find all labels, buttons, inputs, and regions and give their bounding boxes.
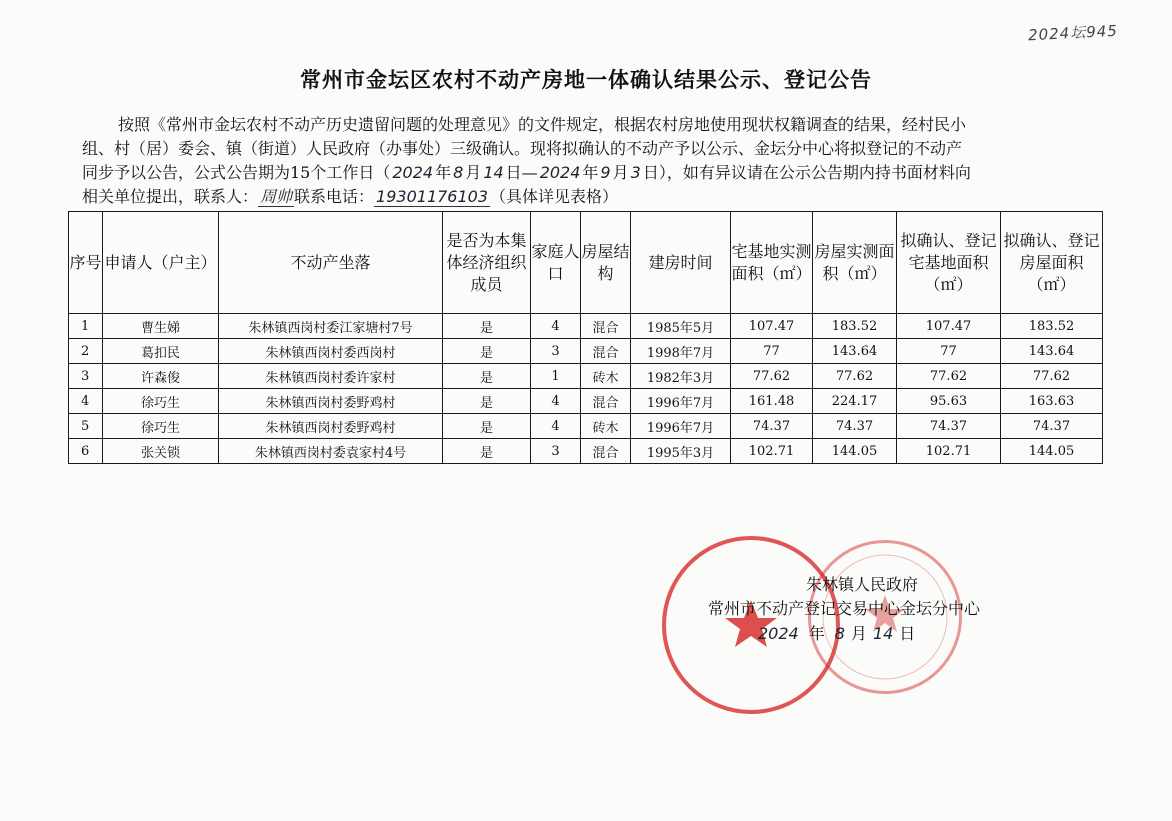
- intro-line-3: [82, 161, 1112, 185]
- cell-structure: 砖木: [581, 364, 631, 389]
- phone-label: 联系电话：: [294, 187, 375, 206]
- cell-household: 3: [531, 439, 581, 464]
- cell-location: 朱林镇西岗村委野鸡村: [219, 414, 443, 439]
- cell-confirm-land-area: 95.63: [897, 389, 1001, 414]
- contact-phone: 19301176103: [376, 187, 489, 206]
- cell-house-area: 77.62: [813, 364, 897, 389]
- cell-index: 1: [69, 314, 103, 339]
- table-row: [69, 414, 1103, 439]
- cell-applicant: 张关锁: [103, 439, 219, 464]
- intro-line-3-text: 同步予以公告，公式公告期为15个工作日（: [82, 163, 391, 182]
- start-month-suffix: 月: [465, 163, 482, 182]
- cell-build-date: 1996年7月: [631, 389, 731, 414]
- header-house-area: 房屋实测面积（㎡）: [813, 212, 897, 314]
- cell-structure: 混合: [581, 439, 631, 464]
- signature-org-center: 常州市不动产登记交易中心金坛分中心: [708, 599, 981, 618]
- cell-house-area: 143.64: [813, 339, 897, 364]
- cell-confirm-house-area: 163.63: [1001, 389, 1103, 414]
- document-title: 常州市金坛区农村不动产房地一体确认结果公示、登记公告: [300, 67, 872, 92]
- intro-line-2: 组、村（居）委会、镇（街道）人民政府（办事处）三级确认。现将拟确认的不动产予以公示、金坛分中心将拟登记的不动产: [82, 139, 963, 158]
- cell-house-area: 224.17: [813, 389, 897, 414]
- start-year: 2024: [392, 163, 434, 182]
- end-month-suffix: 月: [612, 163, 629, 182]
- cell-applicant: 曹生娣: [103, 314, 219, 339]
- cell-applicant: 徐巧生: [103, 389, 219, 414]
- header-confirm-land-area: 拟确认、登记宅基地面积（㎡）: [897, 212, 1001, 314]
- sign-day-suffix: 日: [899, 624, 916, 643]
- cell-household: 3: [531, 339, 581, 364]
- start-day-suffix: 日—: [505, 163, 538, 182]
- sign-month: 8: [834, 624, 845, 643]
- cell-applicant: 徐巧生: [103, 414, 219, 439]
- table-row: [69, 389, 1103, 414]
- cell-location: 朱林镇西岗村委袁家村4号: [219, 439, 443, 464]
- sign-day: 14: [872, 624, 894, 643]
- cell-build-date: 1982年3月: [631, 364, 731, 389]
- cell-structure: 混合: [581, 339, 631, 364]
- header-land-area: 宅基地实测面积（㎡）: [731, 212, 813, 314]
- cell-confirm-house-area: 183.52: [1001, 314, 1103, 339]
- cell-household: 4: [531, 314, 581, 339]
- cell-land-area: 77: [731, 339, 813, 364]
- cell-land-area: 161.48: [731, 389, 813, 414]
- end-year-suffix: 年: [582, 163, 599, 182]
- cell-confirm-house-area: 144.05: [1001, 439, 1103, 464]
- cell-house-area: 74.37: [813, 414, 897, 439]
- cell-house-area: 183.52: [813, 314, 897, 339]
- cell-household: 4: [531, 389, 581, 414]
- table-row: [69, 364, 1103, 389]
- cell-land-area: 77.62: [731, 364, 813, 389]
- cell-index: 3: [69, 364, 103, 389]
- header-member: 是否为本集体经济组织成员: [443, 212, 531, 314]
- intro-line-3-tail: 日），如有异议请在公示公告期内持书面材料向: [642, 163, 971, 182]
- cell-confirm-house-area: 143.64: [1001, 339, 1103, 364]
- end-day: 3: [630, 163, 641, 182]
- cell-house-area: 144.05: [813, 439, 897, 464]
- contact-name: 周帅: [260, 187, 293, 206]
- cell-household: 1: [531, 364, 581, 389]
- cell-location: 朱林镇西岗村委野鸡村: [219, 389, 443, 414]
- cell-build-date: 1995年3月: [631, 439, 731, 464]
- start-month: 8: [453, 163, 464, 182]
- cell-member: 是: [443, 439, 531, 464]
- cell-build-date: 1996年7月: [631, 414, 731, 439]
- header-confirm-house-area: 拟确认、登记房屋面积（㎡）: [1001, 212, 1103, 314]
- header-index: 序号: [69, 212, 103, 314]
- cell-structure: 混合: [581, 314, 631, 339]
- cell-member: 是: [443, 414, 531, 439]
- cell-confirm-house-area: 74.37: [1001, 414, 1103, 439]
- cell-location: 朱林镇西岗村委西岗村: [219, 339, 443, 364]
- cell-confirm-land-area: 77.62: [897, 364, 1001, 389]
- cell-location: 朱林镇西岗村委江家塘村7号: [219, 314, 443, 339]
- cell-build-date: 1985年5月: [631, 314, 731, 339]
- cell-structure: 砖木: [581, 414, 631, 439]
- cell-member: 是: [443, 314, 531, 339]
- cell-structure: 混合: [581, 389, 631, 414]
- cell-member: 是: [443, 389, 531, 414]
- intro-line-4: [82, 185, 1112, 209]
- end-month: 9: [600, 163, 611, 182]
- sign-year: 2024: [758, 624, 799, 643]
- end-year: 2024: [539, 163, 581, 182]
- table-header-row: [69, 212, 1103, 314]
- intro-paragraph: [82, 113, 1112, 209]
- cell-index: 5: [69, 414, 103, 439]
- signature-date: [756, 622, 915, 646]
- table-row: [69, 339, 1103, 364]
- cell-confirm-house-area: 77.62: [1001, 364, 1103, 389]
- cell-index: 2: [69, 339, 103, 364]
- detail-note: （具体详见表格）: [490, 187, 619, 206]
- cell-build-date: 1998年7月: [631, 339, 731, 364]
- header-build-date: 建房时间: [631, 212, 731, 314]
- header-location: 不动产坐落: [219, 212, 443, 314]
- cell-location: 朱林镇西岗村委许家村: [219, 364, 443, 389]
- contact-label: 相关单位提出，联系人：: [82, 187, 259, 206]
- sign-year-suffix: 年: [808, 624, 825, 643]
- cell-member: 是: [443, 364, 531, 389]
- start-day: 14: [483, 163, 504, 182]
- cell-index: 4: [69, 389, 103, 414]
- table-row: [69, 439, 1103, 464]
- cell-index: 6: [69, 439, 103, 464]
- cell-confirm-land-area: 107.47: [897, 314, 1001, 339]
- cell-land-area: 107.47: [731, 314, 813, 339]
- cell-applicant: 许森俊: [103, 364, 219, 389]
- header-household: 家庭人口: [531, 212, 581, 314]
- cell-land-area: 74.37: [731, 414, 813, 439]
- intro-line-1: 按照《常州市金坛农村不动产历史遗留问题的处理意见》的文件规定，根据农村房地使用现状权籍调查的结果，经村民小: [118, 115, 967, 134]
- property-table: [68, 211, 1103, 464]
- cell-household: 4: [531, 414, 581, 439]
- corner-handwritten-note: 2024坛945: [1027, 21, 1119, 45]
- cell-confirm-land-area: 74.37: [897, 414, 1001, 439]
- table-row: [69, 314, 1103, 339]
- cell-applicant: 葛扣民: [103, 339, 219, 364]
- header-structure: 房屋结构: [581, 212, 631, 314]
- cell-confirm-land-area: 102.71: [897, 439, 1001, 464]
- sign-month-suffix: 月: [850, 624, 867, 643]
- cell-confirm-land-area: 77: [897, 339, 1001, 364]
- header-applicant: 申请人（户主）: [103, 212, 219, 314]
- signature-org-town: 朱林镇人民政府: [806, 575, 919, 594]
- cell-land-area: 102.71: [731, 439, 813, 464]
- start-year-suffix: 年: [435, 163, 452, 182]
- cell-member: 是: [443, 339, 531, 364]
